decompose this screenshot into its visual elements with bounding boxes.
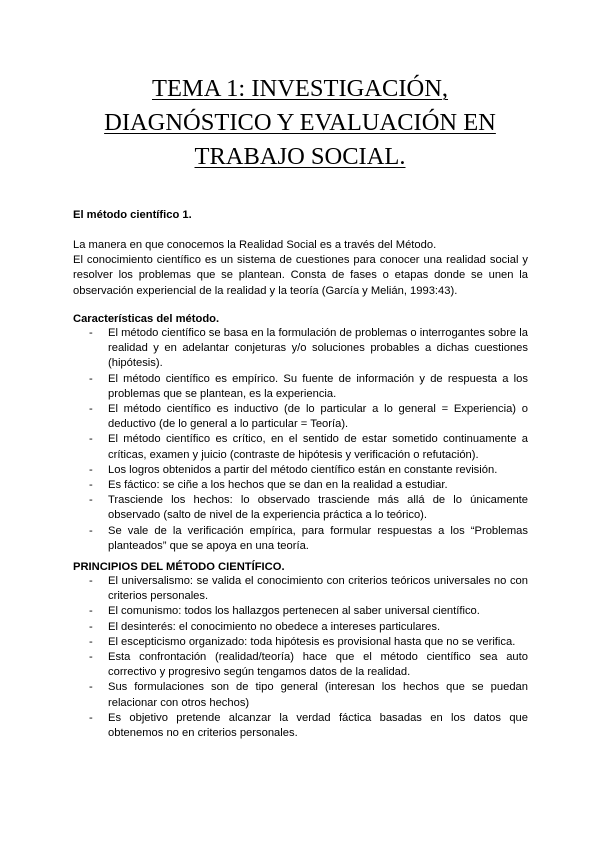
list-item: [73, 524, 528, 554]
list-item: [73, 402, 528, 432]
principios-list: [73, 574, 528, 741]
list-item: [73, 463, 528, 478]
list-item-text: El método científico es crítico, en el sentido de estar sometido continuamente a críticas, examen y juicio (contraste de hipótesis y verificación o refutación).: [108, 433, 528, 461]
section-heading-principios: PRINCIPIOS DEL MÉTODO CIENTÍFICO.: [73, 561, 285, 573]
list-item: [73, 493, 528, 523]
title-line: TEMA 1: INVESTIGACIÓN,: [151, 75, 449, 102]
bullet-dash: -: [89, 479, 93, 492]
paragraph: La manera en que conocemos la Realidad Social es a través del Método.: [73, 239, 437, 251]
bullet-dash: -: [89, 635, 93, 648]
bullet-dash: -: [89, 711, 93, 724]
list-item: [73, 711, 528, 741]
list-item-text: El universalismo: se valida el conocimiento con criterios teóricos universales no con criterios personales.: [108, 575, 528, 603]
list-item-text: Esta confrontación (realidad/teoría) hace que el método científico sea auto correctivo y progresivo según tengamos datos de la realidad.: [108, 651, 528, 679]
list-item-text: Es objetivo pretende alcanzar la verdad fáctica basadas en los datos que obtenemos no en criterios personales.: [108, 711, 528, 740]
section-intro-text: [73, 238, 528, 299]
list-item-text: El comunismo: todos los hallazgos pertenecen al saber universal científico.: [108, 605, 480, 618]
list-item-text: Trasciende los hechos: lo observado trasciende más allá de lo únicamente observado (salto de nivel de la experiencia práctica a lo teórico).: [108, 494, 528, 522]
paragraph: El conocimiento científico es un sistema de cuestiones para conocer una realidad social y resolver los problemas que se plantean. Consta de fases o etapas donde se unen la observación experiencial de la realidad y la teoría (García y Melián, 1993:43).: [73, 254, 528, 297]
list-item-text: El método científico es inductivo (de lo particular a lo general = Experiencia) o deductivo (de lo general a lo particular = Teoría).: [108, 403, 528, 431]
list-item-text: Es fáctico: se ciñe a los hechos que se dan en la realidad a estudiar.: [108, 479, 448, 492]
list-item-text: El método científico es empírico. Su fuente de información y de respuesta a los problemas que se plantean, es la experiencia.: [108, 372, 528, 400]
section-heading-metodo-cientifico: El método científico 1.: [73, 209, 192, 221]
title-line: DIAGNÓSTICO Y EVALUACIÓN EN: [104, 109, 496, 136]
list-item: [73, 432, 528, 462]
list-item-text: Se vale de la verificación empírica, para formular respuestas a los “Problemas planteados” que se apoya en una teoría.: [108, 524, 528, 552]
list-item: [73, 604, 528, 619]
bullet-dash: -: [89, 433, 93, 446]
list-item: [73, 478, 528, 493]
bullet-dash: -: [89, 575, 93, 587]
document-title: [60, 72, 540, 174]
list-item-text: El método científico se basa en la formulación de problemas o interrogantes sobre la realidad y en adelantar conjeturas y/o soluciones probables a dichas cuestiones (hipótesis).: [108, 327, 528, 370]
caracteristicas-list: [73, 326, 528, 554]
list-item: [73, 620, 528, 635]
list-item: [73, 372, 528, 402]
list-item-text: El escepticismo organizado: toda hipótesis es provisional hasta que no se verifica.: [108, 635, 516, 648]
bullet-dash: -: [89, 651, 93, 664]
bullet-dash: -: [89, 403, 93, 416]
section-heading-caracteristicas: Características del método.: [73, 313, 220, 325]
list-item: [73, 635, 528, 650]
bullet-dash: -: [89, 605, 93, 618]
list-item: [73, 574, 528, 604]
list-item-text: Los logros obtenidos a partir del método científico están en constante revisión.: [108, 463, 498, 476]
list-item: [73, 680, 528, 710]
list-item: [73, 650, 528, 680]
bullet-dash: -: [89, 463, 93, 476]
list-item-text: Sus formulaciones son de tipo general (interesan los hechos que se puedan relacionar con otros hechos): [108, 681, 528, 709]
bullet-dash: -: [89, 524, 93, 537]
list-item: [73, 326, 528, 372]
bullet-dash: -: [89, 327, 93, 339]
list-item-text: El desinterés: el conocimiento no obedece a intereses particulares.: [108, 620, 441, 633]
bullet-dash: -: [89, 620, 93, 633]
bullet-dash: -: [89, 494, 93, 507]
title-line: TRABAJO SOCIAL.: [194, 143, 406, 170]
bullet-dash: -: [89, 372, 93, 385]
bullet-dash: -: [89, 681, 93, 694]
